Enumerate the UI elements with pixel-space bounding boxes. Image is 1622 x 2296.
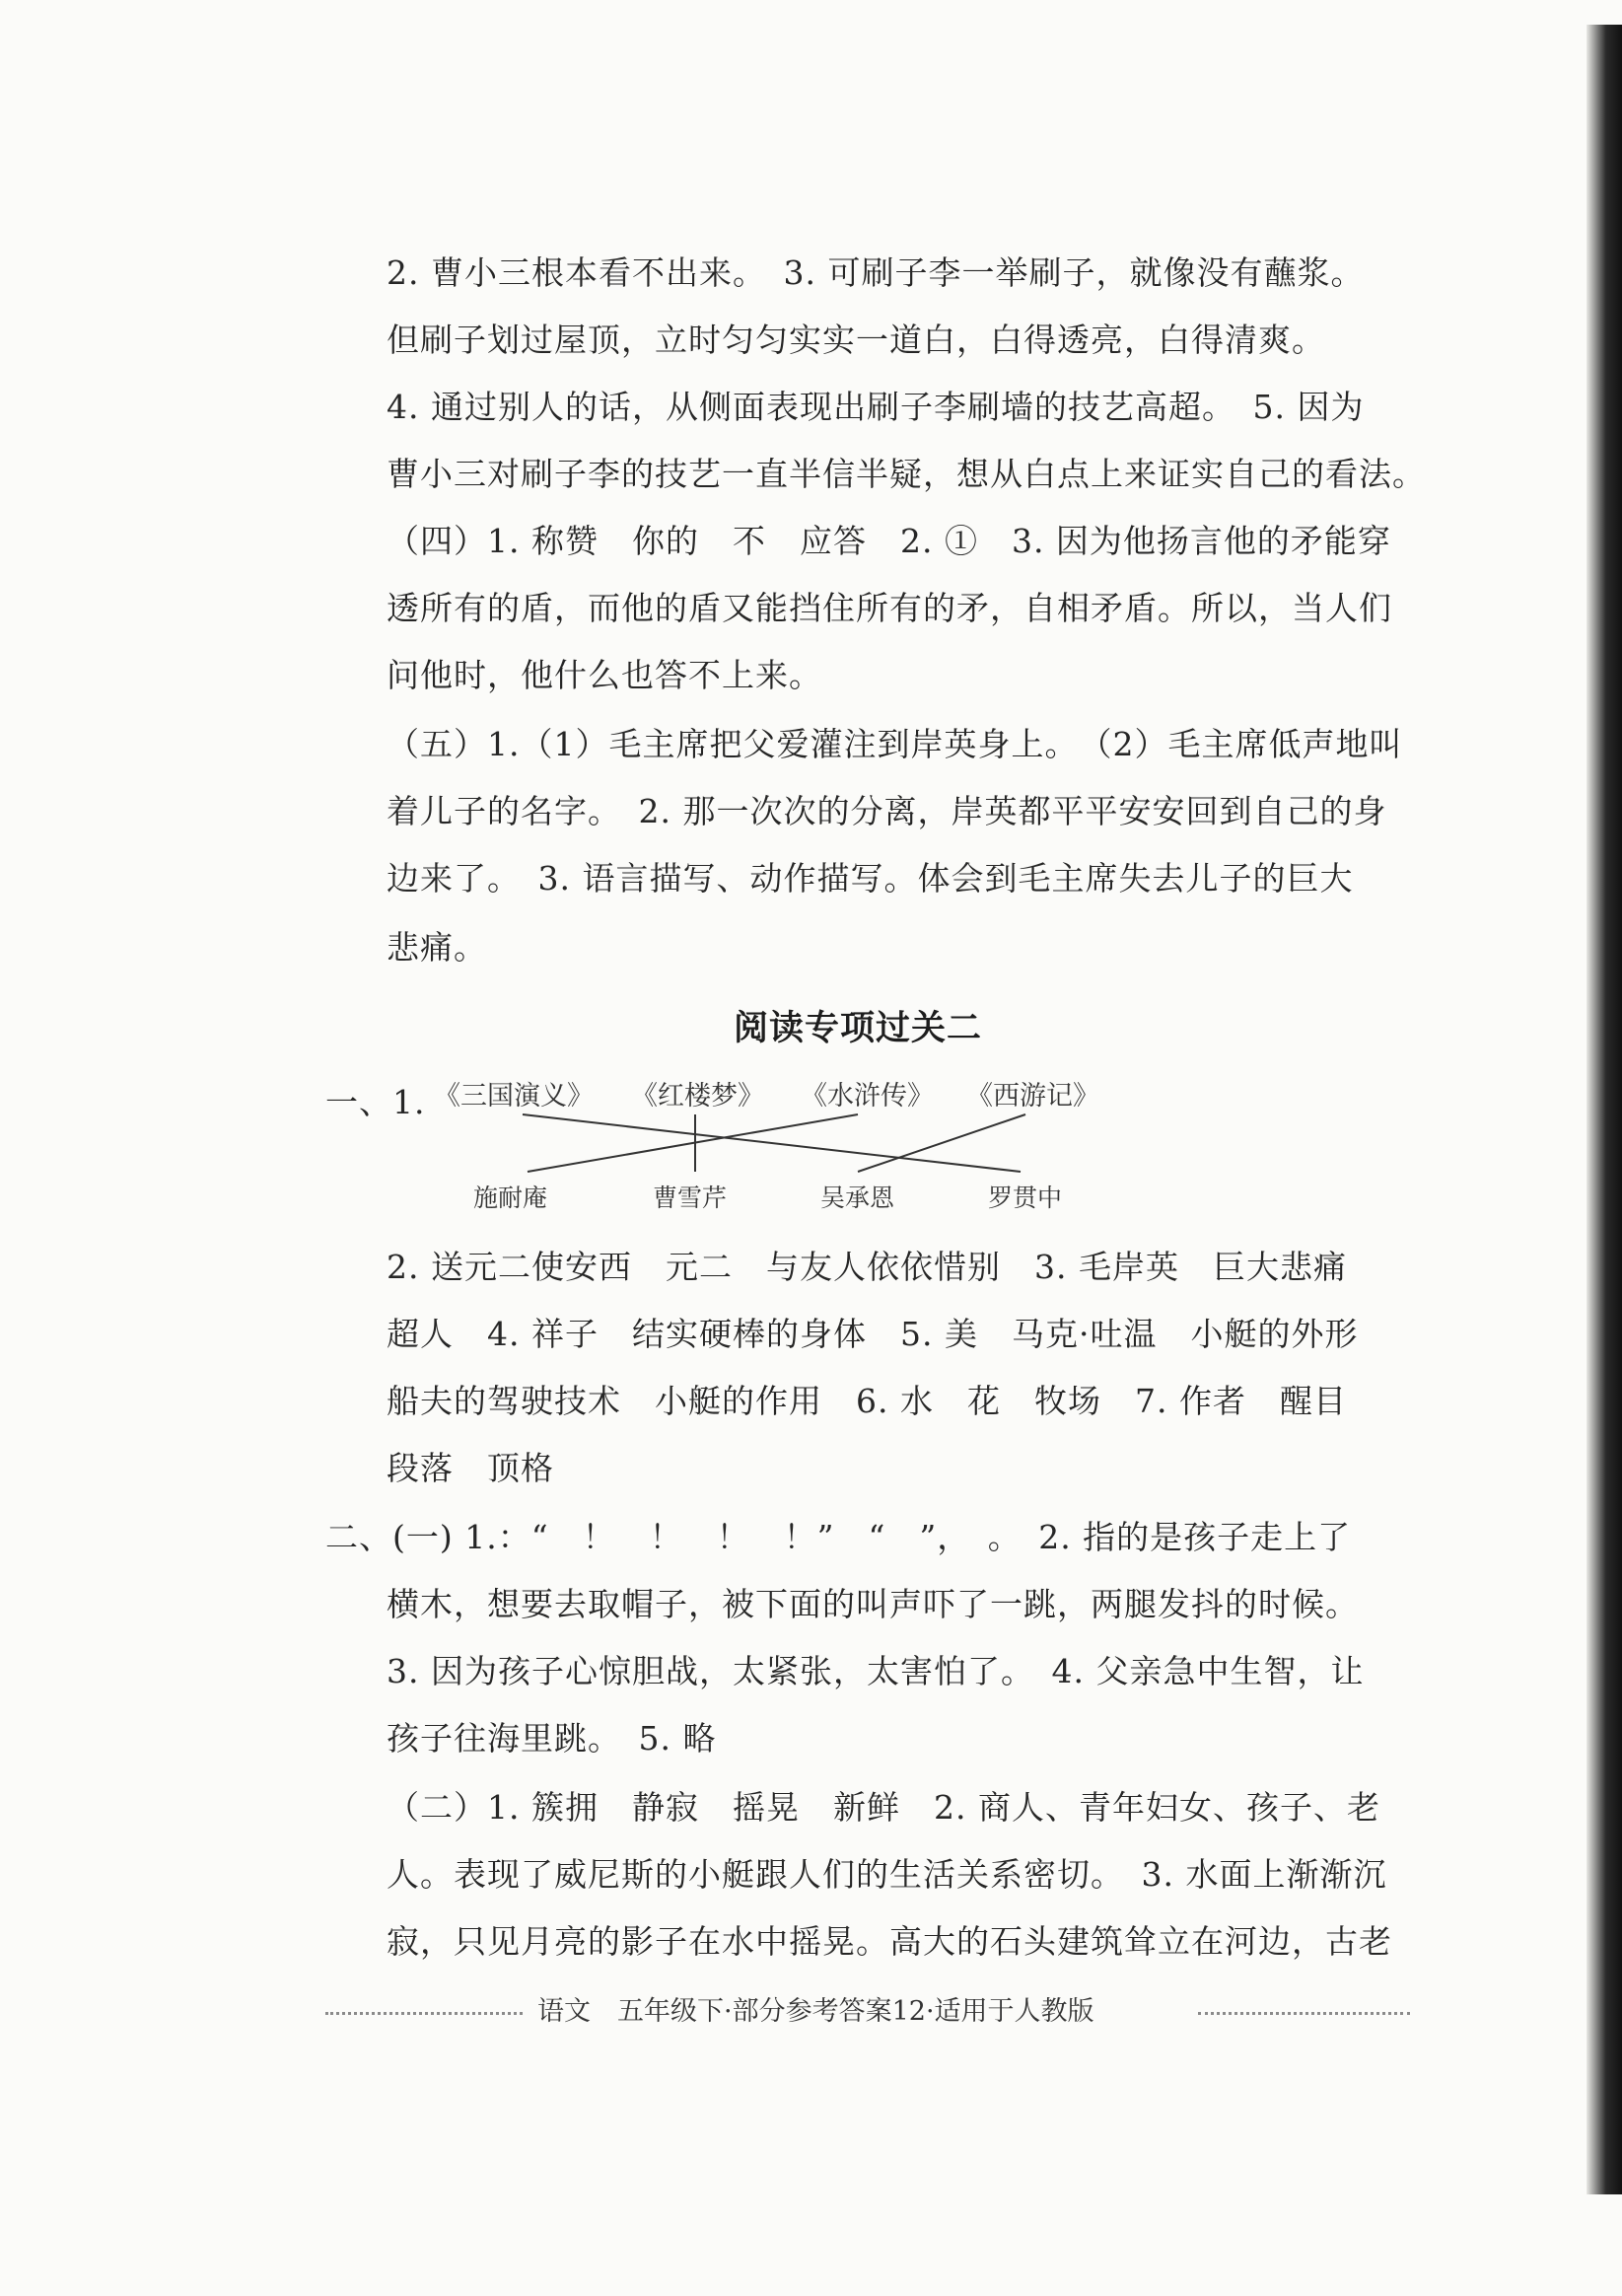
answer-line-6: 透所有的盾，而他的盾又能挡住所有的矛，自相矛盾。所以，当人们 [387,589,1392,627]
question-1-label: 一、1. [325,1083,426,1121]
answer-line-11: 悲痛。 [387,928,487,967]
book-title: 《红楼梦》 [631,1081,764,1112]
answer-line-22: 寂，只见月亮的影子在水中摇晃。高大的石头建筑耸立在河边，古老 [387,1922,1392,1961]
answer-line-16: 二、(一) 1.：“ ！ ！ ！ ！” “ ”， 。 2. 指的是孩子走上了 [325,1518,1352,1556]
answer-line-12: 2. 送元二使安西 元二 与友人依依惜别 3. 毛岸英 巨大悲痛 [387,1248,1347,1286]
author-name: 罗贯中 [988,1184,1063,1212]
answer-line-18: 3. 因为孩子心惊胆战，太紧张，太害怕了。 4. 父亲急中生智，让 [387,1652,1365,1690]
answer-line-14: 船夫的驾驶技术 小艇的作用 6. 水 花 牧场 7. 作者 醒目 [387,1382,1347,1420]
answer-line-1: 2. 曹小三根本看不出来。 3. 可刷子李一举刷子，就像没有蘸浆。 [387,253,1365,292]
match-line [528,1114,858,1172]
answer-line-15: 段落 顶格 [387,1449,554,1487]
match-line [858,1114,1025,1172]
book-title: 《水浒传》 [801,1081,934,1112]
page-edge-shadow [1587,25,1622,2194]
section-title: 阅读专项过关二 [733,1008,982,1048]
match-line [523,1114,1021,1172]
footer-dotted-rule-right [1198,2012,1410,2015]
answer-line-7: 问他时，他什么也答不上来。 [387,656,822,694]
answer-line-13: 超人 4. 祥子 结实硬棒的身体 5. 美 马克·吐温 小艇的外形 [387,1315,1359,1353]
answer-line-17: 横木，想要去取帽子，被下面的叫声吓了一跳，两腿发抖的时候。 [387,1585,1359,1623]
page-footer: 语文 五年级下·部分参考答案12·适用于人教版 [537,1996,1094,2027]
answer-line-21: 人。表现了威尼斯的小艇跟人们的生活关系密切。 3. 水面上渐渐沉 [387,1855,1387,1894]
author-name: 施耐庵 [473,1184,548,1212]
author-name: 曹雪芹 [653,1184,728,1212]
answer-line-3: 4. 通过别人的话，从侧面表现出刷子李刷墙的技艺高超。 5. 因为 [387,388,1365,426]
answer-line-10: 边来了。 3. 语言描写、动作描写。体会到毛主席失去儿子的巨大 [387,859,1354,897]
answer-line-8: （五）1.（1）毛主席把父爱灌注到岸英身上。 （2）毛主席低声地叫 [387,725,1403,763]
book-title: 《三国演义》 [434,1081,594,1112]
answer-line-5: （四）1. 称赞 你的 不 应答 2. ① 3. 因为他扬言他的矛能穿 [387,522,1391,560]
answer-line-20: （二）1. 簇拥 静寂 摇晃 新鲜 2. 商人、青年妇女、孩子、老 [387,1788,1380,1827]
answer-line-19: 孩子往海里跳。 5. 略 [387,1719,717,1758]
book-title: 《西游记》 [966,1081,1099,1112]
answer-line-4: 曹小三对刷子李的技艺一直半信半疑，想从白点上来证实自己的看法。 [387,455,1426,493]
footer-dotted-rule-left [325,2012,523,2015]
answer-line-9: 着儿子的名字。 2. 那一次次的分离，岸英都平平安安回到自己的身 [387,792,1387,830]
author-name: 吴承恩 [820,1184,895,1212]
answer-line-2: 但刷子划过屋顶，立时匀匀实实一道白，白得透亮，白得清爽。 [387,321,1325,359]
